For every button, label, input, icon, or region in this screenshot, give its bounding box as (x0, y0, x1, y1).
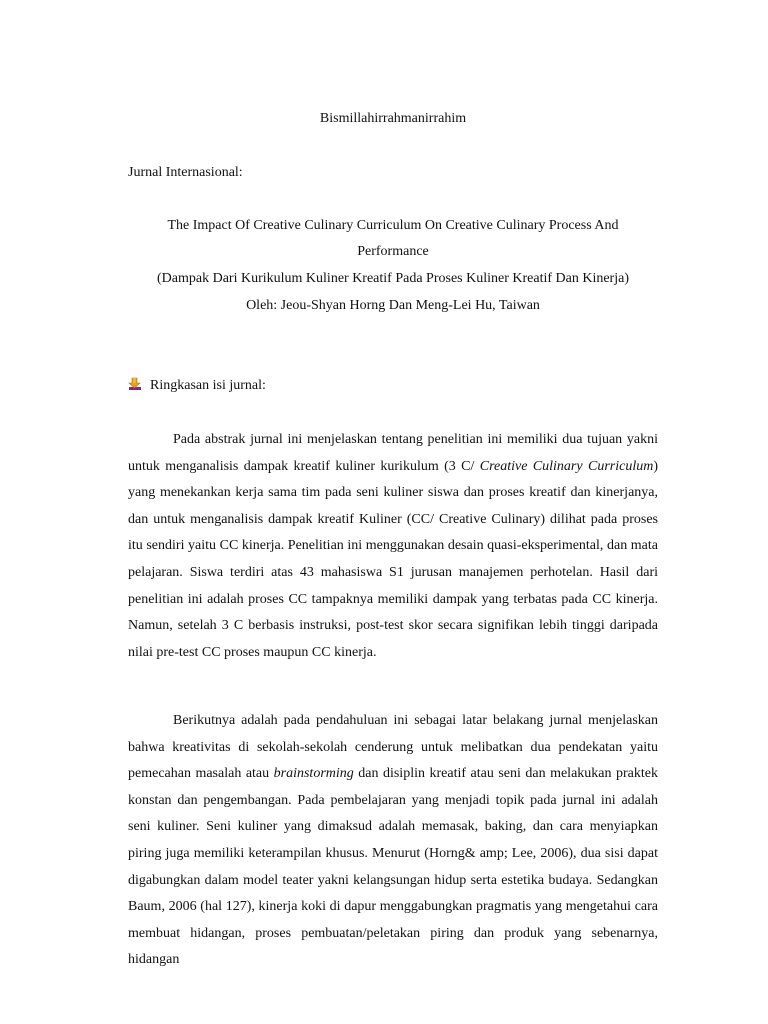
summary-heading: Ringkasan isi jurnal: (150, 378, 266, 393)
title-line-1: The Impact Of Creative Culinary Curriculum On Creative Culinary Process And (167, 218, 619, 233)
bismillah-heading: Bismillahirrahmanirrahim (319, 111, 467, 126)
authors-line: Oleh: Jeou-Shyan Horng Dan Meng-Lei Hu, Taiwan (246, 298, 540, 313)
journal-label: Jurnal Internasional: (128, 165, 243, 180)
summary-heading-row (128, 377, 266, 395)
summary-paragraph-1: Pada abstrak jurnal ini menjelaskan tentang penelitian ini memiliki dua tujuan yakni untuk menganalisis dampak kreatif kuliner kurikulum (3 C/ Creative Culinary Curriculum) yang menekankan kerja sama tim pada seni kuliner siswa dan proses kreatif dan kinerjanya, dan untuk menganalisis dampak kreatif Kuliner (CC/ Creative Culinary) dilihat pada proses itu sendiri yaitu CC kinerja. Penelitian ini menggunakan desain quasi-eksperimental, dan mata pelajaran. Siswa terdiri atas 43 mahasiswa S1 jurusan manajemen perhotelan. Hasil dari penelitian ini adalah proses CC tampaknya memiliki dampak yang terbatas pada CC kinerja. Namun, setelah 3 C berbasis instruksi, post-test skor secara signifikan lebih tinggi daripada nilai pre-test CC proses maupun CC kinerja. (128, 432, 658, 660)
bullet-arrow-icon (128, 377, 142, 391)
title-line-2: Performance (357, 244, 429, 259)
summary-paragraph-2: Berikutnya adalah pada pendahuluan ini sebagai latar belakang jurnal menjelaskan bahwa kreativitas di sekolah-sekolah cenderung untuk melibatkan dua pendekatan yaitu pemecahan masalah atau brainstorming dan disiplin kreatif atau seni dan melakukan praktek konstan dan pengembangan. Pada pembelajaran yang menjadi topik pada jurnal ini adalah seni kuliner. Seni kuliner yang dimaksud adalah memasak, baking, dan cara menyiapkan piring juga memiliki keterampilan khusus. Menurut (Horng& amp; Lee, 2006), dua sisi dapat digabungkan dalam model teater yakni kelangsungan hidup serta estetika budaya. Sedangkan Baum, 2006 (hal 127), kinerja koki di dapur menggabungkan pragmatis yang mengetahui cara membuat hidangan, proses pembuatan/peletakan piring dan produk yang sebenarnya, hidangan (128, 713, 658, 968)
title-translation: (Dampak Dari Kurikulum Kuliner Kreatif Pada Proses Kuliner Kreatif Dan Kinerja) (157, 271, 629, 286)
